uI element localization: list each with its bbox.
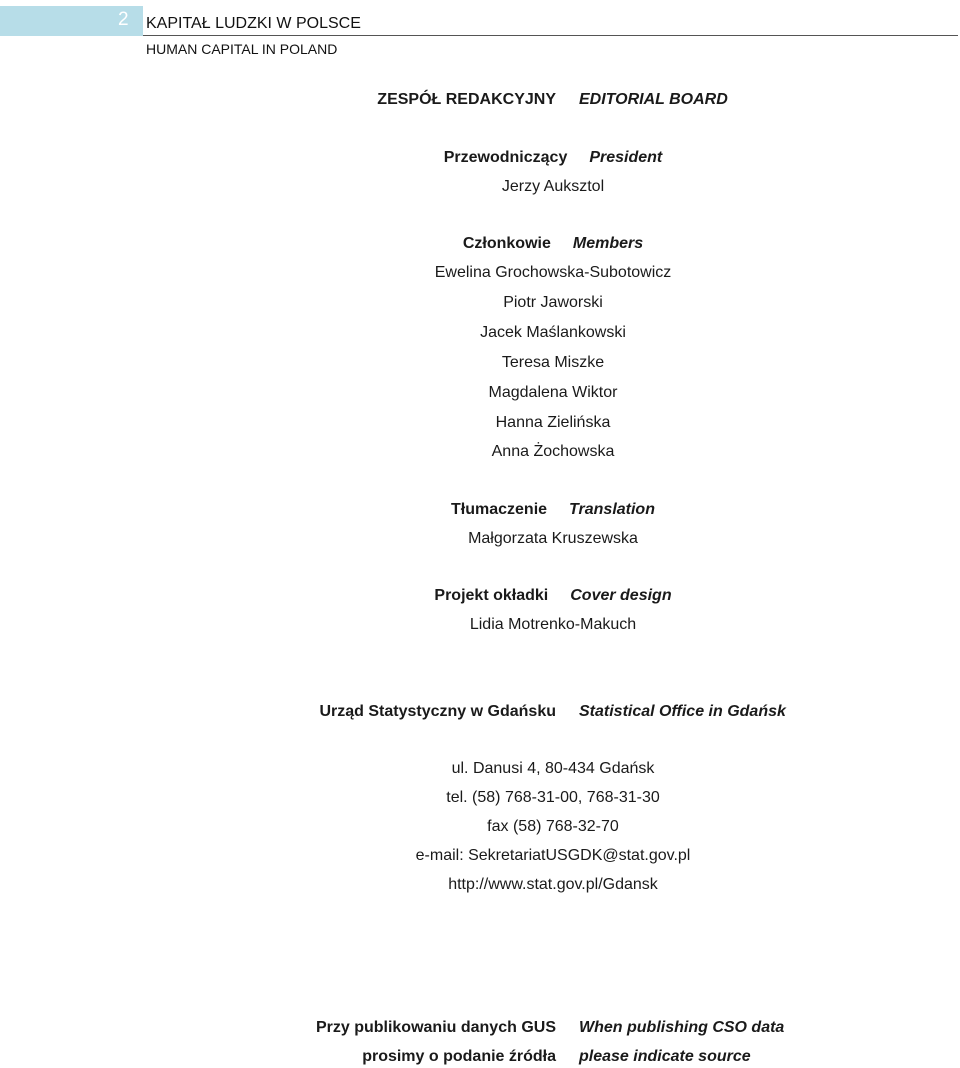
cover-designer-name: Lidia Motrenko-Makuch xyxy=(469,616,637,633)
running-title: KAPITAŁ LUDZKI W POLSCE xyxy=(146,15,361,32)
members-label xyxy=(73,234,960,254)
member-name: Teresa Miszke xyxy=(501,354,605,371)
cover-design-label xyxy=(73,586,960,606)
cover-design-label-pl: Projekt okładki xyxy=(434,587,549,604)
president-label xyxy=(73,148,960,168)
members-label-en: Members xyxy=(572,235,644,252)
translation-label-en: Translation xyxy=(569,501,655,518)
office-fax: fax (58) 768-32-70 xyxy=(487,818,619,835)
office-name-pl: Urząd Statystyczny w Gdańsku xyxy=(319,703,556,720)
office-website: http://www.stat.gov.pl/Gdansk xyxy=(448,876,658,893)
office-address: ul. Danusi 4, 80-434 Gdańsk xyxy=(451,760,655,777)
president-label-pl: Przewodniczący xyxy=(443,149,568,166)
footer-note-line-1-en: When publishing CSO data xyxy=(579,1019,785,1036)
president-label-en: President xyxy=(589,149,663,166)
member-name: Hanna Zielińska xyxy=(495,414,611,431)
page-number: 2 xyxy=(118,9,129,30)
header-divider xyxy=(143,35,958,36)
member-name: Magdalena Wiktor xyxy=(488,384,618,401)
heading-en: EDITORIAL BOARD xyxy=(579,91,728,108)
footer-note-line-2-en: please indicate source xyxy=(579,1048,751,1065)
heading-pl: ZESPÓŁ REDAKCYJNY xyxy=(377,91,556,108)
president-name: Jerzy Auksztol xyxy=(501,178,605,195)
member-name: Jacek Maślankowski xyxy=(480,324,626,341)
office-phone: tel. (58) 768-31-00, 768-31-30 xyxy=(446,789,660,806)
member-name: Anna Żochowska xyxy=(491,443,615,460)
office-name-en: Statistical Office in Gdańsk xyxy=(579,703,786,720)
running-subtitle: HUMAN CAPITAL IN POLAND xyxy=(146,41,338,57)
translation-label xyxy=(73,500,960,520)
cover-design-label-en: Cover design xyxy=(570,587,672,604)
member-name: Piotr Jaworski xyxy=(503,294,603,311)
footer-note-line-1-pl: Przy publikowaniu danych GUS xyxy=(315,1019,556,1036)
members-label-pl: Członkowie xyxy=(462,235,551,252)
translation-label-pl: Tłumaczenie xyxy=(451,501,548,518)
translator-name: Małgorzata Kruszewska xyxy=(468,530,638,547)
footer-note-line-2-pl: prosimy o podanie źródła xyxy=(362,1048,556,1065)
office-email: e-mail: SekretariatUSGDK@stat.gov.pl xyxy=(415,847,691,864)
member-name: Ewelina Grochowska-Subotowicz xyxy=(434,264,672,281)
